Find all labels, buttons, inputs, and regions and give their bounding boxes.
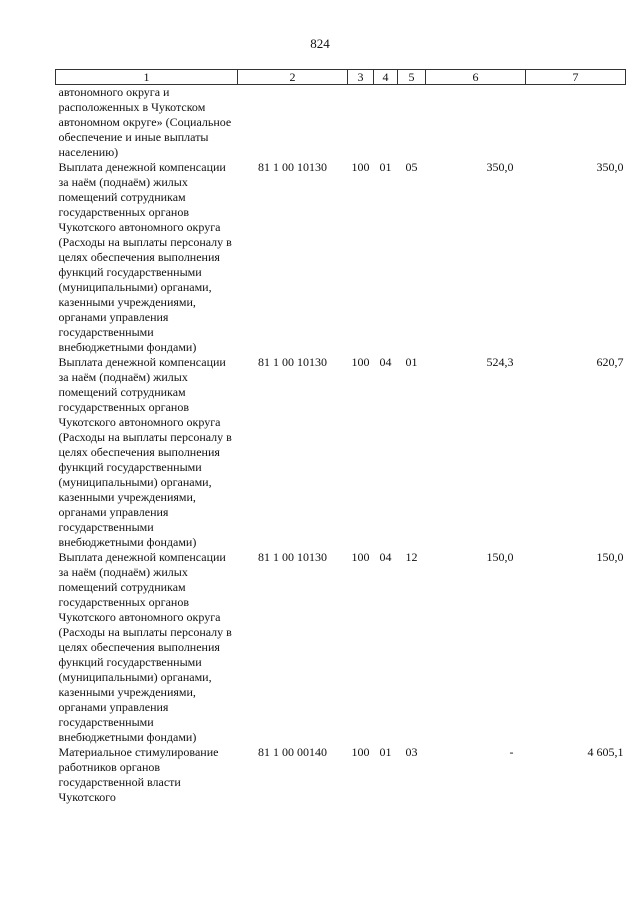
row-col-3: 100	[351, 550, 370, 564]
row-col-5: 12	[405, 550, 418, 564]
row-col-7: 620,7	[596, 355, 624, 369]
row-col-5	[398, 85, 426, 161]
table-row	[56, 550, 626, 745]
header-col-7: 7	[526, 70, 626, 85]
header-col-3: 3	[348, 70, 374, 85]
row-col-5: 05	[405, 160, 418, 174]
row-col-5: 03	[405, 745, 418, 759]
header-col-2: 2	[238, 70, 348, 85]
header-col-1: 1	[56, 70, 238, 85]
row-col-6: 150,0	[486, 550, 514, 564]
row-name: Выплата денежной компенсации за наём (поднаём) жилых помещений сотрудникам государственных органов Чукотского автономного округа (Расходы на выплаты персоналу в целях обеспечения выполнения функций государственными (муниципальными) органами, казенными учреждениями, органами управления государственными внебюджетными фондами)	[58, 355, 232, 549]
page-number: 824	[310, 36, 330, 51]
row-col-7: 350,0	[596, 160, 624, 174]
row-col-6	[426, 85, 526, 161]
row-col-3	[348, 85, 374, 161]
row-name: автономного округа и расположенных в Чукотском автономном округе» (Социальное обеспечение и иные выплаты населению)	[58, 85, 232, 159]
row-name: Выплата денежной компенсации за наём (поднаём) жилых помещений сотрудникам государственных органов Чукотского автономного округа (Расходы на выплаты персоналу в целях обеспечения выполнения функций государственными (муниципальными) органами, казенными учреждениями, органами управления государственными внебюджетными фондами)	[58, 550, 232, 744]
row-col-4: 01	[379, 745, 392, 759]
row-col-3: 100	[351, 745, 370, 759]
row-code: 81 1 00 10130	[258, 160, 327, 174]
row-code	[238, 85, 348, 161]
row-col-6: -	[509, 745, 514, 759]
row-name: Выплата денежной компенсации за наём (поднаём) жилых помещений сотрудникам государственных органов Чукотского автономного округа (Расходы на выплаты персоналу в целях обеспечения выполнения функций государственными (муниципальными) органами, казенными учреждениями, органами управления государственными внебюджетными фондами)	[58, 160, 232, 354]
row-col-3: 100	[351, 355, 370, 369]
row-code: 81 1 00 10130	[258, 550, 327, 564]
row-col-7: 150,0	[596, 550, 624, 564]
row-col-3: 100	[351, 160, 370, 174]
row-col-4: 01	[379, 160, 392, 174]
row-col-7: 4 605,1	[587, 745, 624, 759]
row-name: Материальное стимулирование работников органов государственной власти Чукотского	[58, 745, 219, 804]
row-col-7	[526, 85, 626, 161]
table-row	[56, 85, 626, 161]
row-col-6: 524,3	[486, 355, 514, 369]
row-col-4	[374, 85, 398, 161]
table-row	[56, 160, 626, 355]
row-code: 81 1 00 00140	[258, 745, 327, 759]
header-row	[56, 70, 626, 85]
table-row	[56, 355, 626, 550]
row-col-4: 04	[379, 355, 392, 369]
header-col-6: 6	[426, 70, 526, 85]
row-code: 81 1 00 10130	[258, 355, 327, 369]
row-col-4: 04	[379, 550, 392, 564]
header-col-5: 5	[398, 70, 426, 85]
row-col-6: 350,0	[486, 160, 514, 174]
budget-table	[55, 69, 626, 805]
table-row	[56, 745, 626, 805]
header-col-4: 4	[374, 70, 398, 85]
row-col-5: 01	[405, 355, 418, 369]
